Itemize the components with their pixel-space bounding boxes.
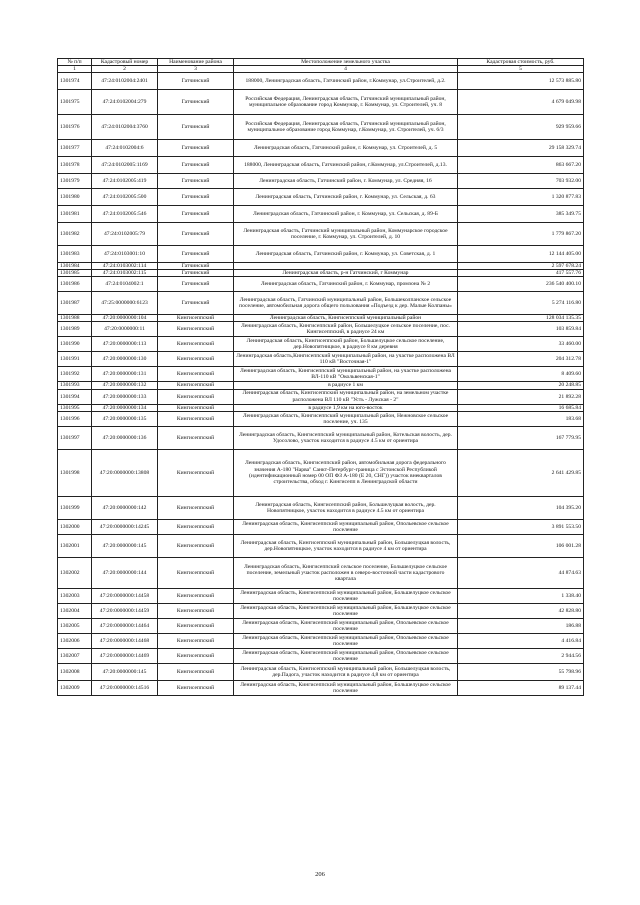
row-number: 1301978 bbox=[58, 157, 92, 174]
cadastral-value: 5 274 116.80 bbox=[458, 292, 584, 315]
cadastral-number: 47:20:0000000:144 bbox=[92, 557, 158, 588]
district-name: Кингисеппский bbox=[158, 315, 234, 322]
table-row bbox=[58, 157, 584, 174]
table-row bbox=[58, 115, 584, 140]
cadastral-value: 44 874.63 bbox=[458, 557, 584, 588]
header-cadastral-value: Кадастровая стоимость, руб. bbox=[458, 59, 584, 66]
location: Ленинградская область, Кингисеппский муниципальный район, Большелуцкое сельское поселение bbox=[234, 680, 458, 695]
row-number: 1302003 bbox=[58, 588, 92, 603]
table-row bbox=[58, 90, 584, 115]
location: Ленинградская область, Гатчинский район, г. Коммунар, ул. Советская, д. 1 bbox=[234, 246, 458, 263]
row-number: 1302005 bbox=[58, 618, 92, 633]
cadastral-number: 47:20:0000000:130 bbox=[92, 352, 158, 367]
location: Ленинградская область, Кингисеппский район, Большелуцкое сельское поселение, дер.Новопятницкое, в радиусе 8 км деревня bbox=[234, 337, 458, 352]
row-number: 1302007 bbox=[58, 648, 92, 663]
district-name: Кингисеппский bbox=[158, 603, 234, 618]
cadastral-value: 183.68 bbox=[458, 411, 584, 426]
cadastral-value: 12 144 405.00 bbox=[458, 246, 584, 263]
cadastral-value: 106 001.28 bbox=[458, 534, 584, 557]
district-name: Гатчинский bbox=[158, 189, 234, 206]
column-number: 5 bbox=[458, 66, 584, 73]
location: Российская Федерация, Ленинградская область, Гатчинский муниципальный район, муниципальное образование город Коммунар, г.Коммунар, ул. Строителей, уч. 6/3 bbox=[234, 115, 458, 140]
row-number: 1301983 bbox=[58, 246, 92, 263]
cadastral-number: 47:24:0104002:1 bbox=[92, 277, 158, 292]
location: Ленинградская область, р-н Гатчинский, г Коммунар bbox=[234, 270, 458, 277]
location: 188000, Ленинградская область, Гатчинский район, г.Коммунар, ул.Строителей, д.2. bbox=[234, 73, 458, 90]
cadastral-number: 47:20:0000000:136 bbox=[92, 426, 158, 449]
row-number: 1301996 bbox=[58, 411, 92, 426]
cadastral-value: 128 034 135.35 bbox=[458, 315, 584, 322]
cadastral-value: 167 779.95 bbox=[458, 426, 584, 449]
cadastral-number: 47:20:0000000:145 bbox=[92, 534, 158, 557]
table-row bbox=[58, 534, 584, 557]
table-row bbox=[58, 588, 584, 603]
location: Ленинградская область, Кингисеппский район, автомобильная дорога федерального значения А-180 "Нарва" Санкт-Петербург-граница с Эстонской Республикой (идентификационный номер 00 ОП ФЗ А-180 (Е 20, СНГ)) участок внекварталов строительства, обход г. Кингисепп в Ленинградской области bbox=[234, 449, 458, 496]
cadastral-number: 47:20:0000000:134 bbox=[92, 404, 158, 411]
district-name: Кингисеппский bbox=[158, 663, 234, 680]
cadastral-number: 47:24:0102005:79 bbox=[92, 223, 158, 246]
table-row bbox=[58, 277, 584, 292]
cadastral-number: 47:20:0000000:13808 bbox=[92, 449, 158, 496]
cadastral-value: 863 667.20 bbox=[458, 157, 584, 174]
row-number: 1302009 bbox=[58, 680, 92, 695]
row-number: 1301976 bbox=[58, 115, 92, 140]
cadastral-value: 236 540 400.10 bbox=[458, 277, 584, 292]
district-name: Кингисеппский bbox=[158, 557, 234, 588]
row-number: 1301991 bbox=[58, 352, 92, 367]
location: в радиусе 1,9 км на юго-восток bbox=[234, 404, 458, 411]
cadastral-value: 4 416.84 bbox=[458, 633, 584, 648]
district-name: Кингисеппский bbox=[158, 633, 234, 648]
cadastral-number: 47:20:0000000:14459 bbox=[92, 603, 158, 618]
cadastral-number: 47:20:0000000:135 bbox=[92, 411, 158, 426]
column-number: 4 bbox=[234, 66, 458, 73]
district-name: Кингисеппский bbox=[158, 519, 234, 534]
row-number: 1301981 bbox=[58, 206, 92, 223]
district-name: Гатчинский bbox=[158, 73, 234, 90]
table-row bbox=[58, 270, 584, 277]
column-number-row bbox=[58, 66, 584, 73]
cadastral-value: 3 891 553.50 bbox=[458, 519, 584, 534]
location: Ленинградская область, Кингисеппский муниципальный район, Большелуцкая волость, дер.Падога, участок находится в радиусе 4,8 км от ориентира bbox=[234, 663, 458, 680]
cadastral-value: 385 349.75 bbox=[458, 206, 584, 223]
cadastral-number: 47:24:0103001:10 bbox=[92, 246, 158, 263]
table-row bbox=[58, 411, 584, 426]
row-number: 1301993 bbox=[58, 382, 92, 389]
district-name: Кингисеппский bbox=[158, 496, 234, 519]
location: Ленинградская область, Гатчинский район, г. Коммунар, ул. Сельская, д. 63 bbox=[234, 189, 458, 206]
row-number: 1301989 bbox=[58, 322, 92, 337]
district-name: Гатчинский bbox=[158, 206, 234, 223]
cadastral-number: 47:24:0103002:114 bbox=[92, 263, 158, 270]
district-name: Кингисеппский bbox=[158, 411, 234, 426]
district-name: Кингисеппский bbox=[158, 382, 234, 389]
table-row bbox=[58, 404, 584, 411]
cadastral-value: 33 460.00 bbox=[458, 337, 584, 352]
table-row bbox=[58, 315, 584, 322]
cadastral-number: 47:20:0000000:131 bbox=[92, 367, 158, 382]
row-number: 1301985 bbox=[58, 270, 92, 277]
table-row bbox=[58, 426, 584, 449]
table-body bbox=[58, 73, 584, 695]
district-name: Гатчинский bbox=[158, 157, 234, 174]
location: Ленинградская область, Гатчинский район, г. Коммунар, ул. Сельская, д. 89-Б bbox=[234, 206, 458, 223]
cadastral-value: 1 779 867.20 bbox=[458, 223, 584, 246]
table-row bbox=[58, 140, 584, 157]
cadastral-value: 1 338.40 bbox=[458, 588, 584, 603]
district-name: Гатчинский bbox=[158, 263, 234, 270]
cadastral-number: 47:20:0000000:11 bbox=[92, 322, 158, 337]
location: Ленинградская область, Кингисеппский муниципальный район, Опольевское сельское поселение bbox=[234, 618, 458, 633]
header-cadastral-number: Кадастровый номер bbox=[92, 59, 158, 66]
district-name: Кингисеппский bbox=[158, 404, 234, 411]
cadastral-value: 42 828.80 bbox=[458, 603, 584, 618]
row-number: 1301984 bbox=[58, 263, 92, 270]
cadastral-number: 47:20:0000000:104 bbox=[92, 315, 158, 322]
row-number: 1301979 bbox=[58, 174, 92, 189]
cadastral-number: 47:20:0000000:145 bbox=[92, 663, 158, 680]
location: Ленинградская область, Кингисеппский муниципальный район bbox=[234, 315, 458, 322]
cadastral-number: 47:24:0102004:3760 bbox=[92, 115, 158, 140]
cadastral-number: 47:24:0102004:6 bbox=[92, 140, 158, 157]
table-row bbox=[58, 389, 584, 404]
cadastral-value: 8 409.60 bbox=[458, 367, 584, 382]
cadastral-number: 47:24:0102005:419 bbox=[92, 174, 158, 189]
cadastral-number: 47:20:0000000:133 bbox=[92, 389, 158, 404]
location: Ленинградская область, Кингисеппский муниципальный район, Опольевское сельское поселение bbox=[234, 648, 458, 663]
location: Ленинградская область, Кингисеппский муниципальный район, Большелуцкое сельское поселение bbox=[234, 588, 458, 603]
row-number: 1301994 bbox=[58, 389, 92, 404]
location: Ленинградская область, Кингисеппский муниципальный район, Опольевское сельское поселение bbox=[234, 633, 458, 648]
location: Ленинградская область, Кингисеппский муниципальный район, на земельном участке расположена ВЛ 110 кВ "Усть - Лужская - 2" bbox=[234, 389, 458, 404]
cadastral-value: 89 137.44 bbox=[458, 680, 584, 695]
row-number: 1301987 bbox=[58, 292, 92, 315]
district-name: Гатчинский bbox=[158, 90, 234, 115]
district-name: Гатчинский bbox=[158, 140, 234, 157]
table-row bbox=[58, 557, 584, 588]
table-row bbox=[58, 246, 584, 263]
cadastral-value: 103 859.84 bbox=[458, 322, 584, 337]
header-number: № п/п bbox=[58, 59, 92, 66]
cadastral-number: 47:24:0102004:279 bbox=[92, 90, 158, 115]
cadastral-value: 1 320 877.83 bbox=[458, 189, 584, 206]
row-number: 1301992 bbox=[58, 367, 92, 382]
cadastral-value: 417 557.76 bbox=[458, 270, 584, 277]
table-row bbox=[58, 603, 584, 618]
location: Ленинградская область, Гатчинский муниципальный район, Коммунарское городское поселение, г. Коммунар, ул. Строителей, д. 10 bbox=[234, 223, 458, 246]
district-name: Кингисеппский bbox=[158, 367, 234, 382]
table-header-row bbox=[58, 59, 584, 66]
cadastral-number: 47:24:0102005:1169 bbox=[92, 157, 158, 174]
location: Ленинградская область, Гатчинский район, г. Коммунар, ул. Строителей, д. 5 bbox=[234, 140, 458, 157]
cadastral-number: 47:20:0000000:132 bbox=[92, 382, 158, 389]
row-number: 1302002 bbox=[58, 557, 92, 588]
cadastral-number: 47:24:0102005:500 bbox=[92, 189, 158, 206]
row-number: 1301988 bbox=[58, 315, 92, 322]
column-number: 1 bbox=[58, 66, 92, 73]
cadastral-number: 47:20:0000000:113 bbox=[92, 337, 158, 352]
column-number: 2 bbox=[92, 66, 158, 73]
location: Ленинградская область, Кингисеппский муниципальный район, Большелуцкая волость, дер.Новопятницкое, участок находится в радиусе 4 км от ориентира bbox=[234, 534, 458, 557]
table-row bbox=[58, 618, 584, 633]
cadastral-value: 186.88 bbox=[458, 618, 584, 633]
district-name: Гатчинский bbox=[158, 277, 234, 292]
location: Ленинградская область, Кингисеппский сельское поселение, Большелуцкое сельское поселение, земельный участок расположен в северо-восточной части кадастрового квартала bbox=[234, 557, 458, 588]
cadastral-number: 47:20:0000000:142 bbox=[92, 496, 158, 519]
cadastral-value: 2 944.56 bbox=[458, 648, 584, 663]
table-row bbox=[58, 174, 584, 189]
district-name: Гатчинский bbox=[158, 174, 234, 189]
table-row bbox=[58, 648, 584, 663]
cadastral-value: 16 685.84 bbox=[458, 404, 584, 411]
row-number: 1301975 bbox=[58, 90, 92, 115]
cadastral-number: 47:20:0000000:14464 bbox=[92, 618, 158, 633]
table-row bbox=[58, 496, 584, 519]
row-number: 1301995 bbox=[58, 404, 92, 411]
district-name: Гатчинский bbox=[158, 246, 234, 263]
cadastral-number: 47:24:0102005:546 bbox=[92, 206, 158, 223]
table-row bbox=[58, 352, 584, 367]
cadastral-value: 21 892.28 bbox=[458, 389, 584, 404]
row-number: 1301977 bbox=[58, 140, 92, 157]
cadastral-number: 47:24:0102004:2401 bbox=[92, 73, 158, 90]
table-row bbox=[58, 292, 584, 315]
cadastral-number: 47:20:0000000:14469 bbox=[92, 648, 158, 663]
cadastral-value-table-sheet bbox=[57, 58, 583, 696]
row-number: 1301980 bbox=[58, 189, 92, 206]
district-name: Гатчинский bbox=[158, 223, 234, 246]
table-row bbox=[58, 206, 584, 223]
table-row bbox=[58, 367, 584, 382]
table-row bbox=[58, 263, 584, 270]
district-name: Кингисеппский bbox=[158, 426, 234, 449]
row-number: 1301998 bbox=[58, 449, 92, 496]
cadastral-value-table bbox=[57, 58, 584, 696]
cadastral-value: 2 641 429.85 bbox=[458, 449, 584, 496]
district-name: Кингисеппский bbox=[158, 352, 234, 367]
cadastral-number: 47:20:0000000:14458 bbox=[92, 588, 158, 603]
location: Ленинградская область, Кингисеппский муниципальный район, Опольевское сельское поселение bbox=[234, 519, 458, 534]
row-number: 1301990 bbox=[58, 337, 92, 352]
table-row bbox=[58, 73, 584, 90]
district-name: Кингисеппский bbox=[158, 680, 234, 695]
location: 188000, Ленинградская область, Гатчинский район, г.Коммунар, ул.Строителей, д.13. bbox=[234, 157, 458, 174]
cadastral-value: 929 959.66 bbox=[458, 115, 584, 140]
row-number: 1302008 bbox=[58, 663, 92, 680]
header-location: Местоположение земельного участка bbox=[234, 59, 458, 66]
column-number: 3 bbox=[158, 66, 234, 73]
location: Ленинградская область, Кингисеппский муниципальный район, Котельская волость, дер. Удосолово, участок находится в радиусе 4.5 км от ориентира bbox=[234, 426, 458, 449]
district-name: Кингисеппский bbox=[158, 449, 234, 496]
cadastral-value: 703 932.00 bbox=[458, 174, 584, 189]
table-row bbox=[58, 189, 584, 206]
row-number: 1302001 bbox=[58, 534, 92, 557]
cadastral-value: 20 248.85 bbox=[458, 382, 584, 389]
table-row bbox=[58, 633, 584, 648]
cadastral-number: 47:20:0000000:14245 bbox=[92, 519, 158, 534]
cadastral-number: 47:25:0000000:6123 bbox=[92, 292, 158, 315]
cadastral-value: 29 158 329.74 bbox=[458, 140, 584, 157]
cadastral-number: 47:24:0103002:115 bbox=[92, 270, 158, 277]
cadastral-number: 47:20:0000000:14516 bbox=[92, 680, 158, 695]
row-number: 1301986 bbox=[58, 277, 92, 292]
location bbox=[234, 263, 458, 270]
location: Ленинградская область, Гатчинский район, г. Коммунар, промзона № 2 bbox=[234, 277, 458, 292]
table-row bbox=[58, 680, 584, 695]
district-name: Кингисеппский bbox=[158, 618, 234, 633]
row-number: 1301997 bbox=[58, 426, 92, 449]
row-number: 1302006 bbox=[58, 633, 92, 648]
district-name: Кингисеппский bbox=[158, 389, 234, 404]
cadastral-value: 104 395.20 bbox=[458, 496, 584, 519]
cadastral-value: 204 312.78 bbox=[458, 352, 584, 367]
table-row bbox=[58, 322, 584, 337]
cadastral-value: 12 573 885.80 bbox=[458, 73, 584, 90]
location: Ленинградская область, Гатчинский район, г. Коммунар, ул. Средняя, 16 bbox=[234, 174, 458, 189]
district-name: Кингисеппский bbox=[158, 648, 234, 663]
district-name: Кингисеппский bbox=[158, 534, 234, 557]
location: Ленинградская область, Кингисеппский муниципальный район, на участке расположена ВЛ-110 кВ "Окольвенская-1" bbox=[234, 367, 458, 382]
table-row bbox=[58, 449, 584, 496]
location: Российская Федерация, Ленинградская область, Гатчинский муниципальный район, муниципальное образование город Коммунар, г. Коммунар, ул. Строителей, уч. 8 bbox=[234, 90, 458, 115]
location: Ленинградская область, Кингисеппский район, Большелуцкое сельское поселение, пос. Кингисеппский, в радиусе 24 км bbox=[234, 322, 458, 337]
location: Ленинградская область, Гатчинский муниципальный район, Большеколпанское сельское поселение, автомобильная дорога общего пользования «Подъезд к дер. Малые Колпаны» bbox=[234, 292, 458, 315]
location: Ленинградская область, Кингисеппский муниципальный район, Нежновское сельское поселение, уч. 135 bbox=[234, 411, 458, 426]
location: в радиусе 1 км bbox=[234, 382, 458, 389]
table-row bbox=[58, 382, 584, 389]
cadastral-value: 2 597 678.24 bbox=[458, 263, 584, 270]
district-name: Кингисеппский bbox=[158, 588, 234, 603]
table-row bbox=[58, 663, 584, 680]
district-name: Гатчинский bbox=[158, 270, 234, 277]
row-number: 1301982 bbox=[58, 223, 92, 246]
location: Ленинградская область,Кингисеппский муниципальный район, на участке расположена ВЛ 110 кВ "Восточная-1" bbox=[234, 352, 458, 367]
row-number: 1301999 bbox=[58, 496, 92, 519]
district-name: Кингисеппский bbox=[158, 322, 234, 337]
page-number: 206 bbox=[315, 871, 325, 878]
row-number: 1302004 bbox=[58, 603, 92, 618]
table-row bbox=[58, 337, 584, 352]
table-row bbox=[58, 223, 584, 246]
cadastral-number: 47:20:0000000:14468 bbox=[92, 633, 158, 648]
header-district: Наименование района bbox=[158, 59, 234, 66]
district-name: Гатчинский bbox=[158, 292, 234, 315]
district-name: Гатчинский bbox=[158, 115, 234, 140]
row-number: 1301974 bbox=[58, 73, 92, 90]
row-number: 1302000 bbox=[58, 519, 92, 534]
location: Ленинградская область, Кингисеппский муниципальный район, Большелуцкое сельское поселение bbox=[234, 603, 458, 618]
district-name: Кингисеппский bbox=[158, 337, 234, 352]
cadastral-value: 55 798.96 bbox=[458, 663, 584, 680]
table-row bbox=[58, 519, 584, 534]
location: Ленинградская область, Кингисеппский район, Большелуцкая волость, дер. Новопятницкое, участок находится в радиусе 4.5 км от ориентира bbox=[234, 496, 458, 519]
cadastral-value: 4 679 049.98 bbox=[458, 90, 584, 115]
